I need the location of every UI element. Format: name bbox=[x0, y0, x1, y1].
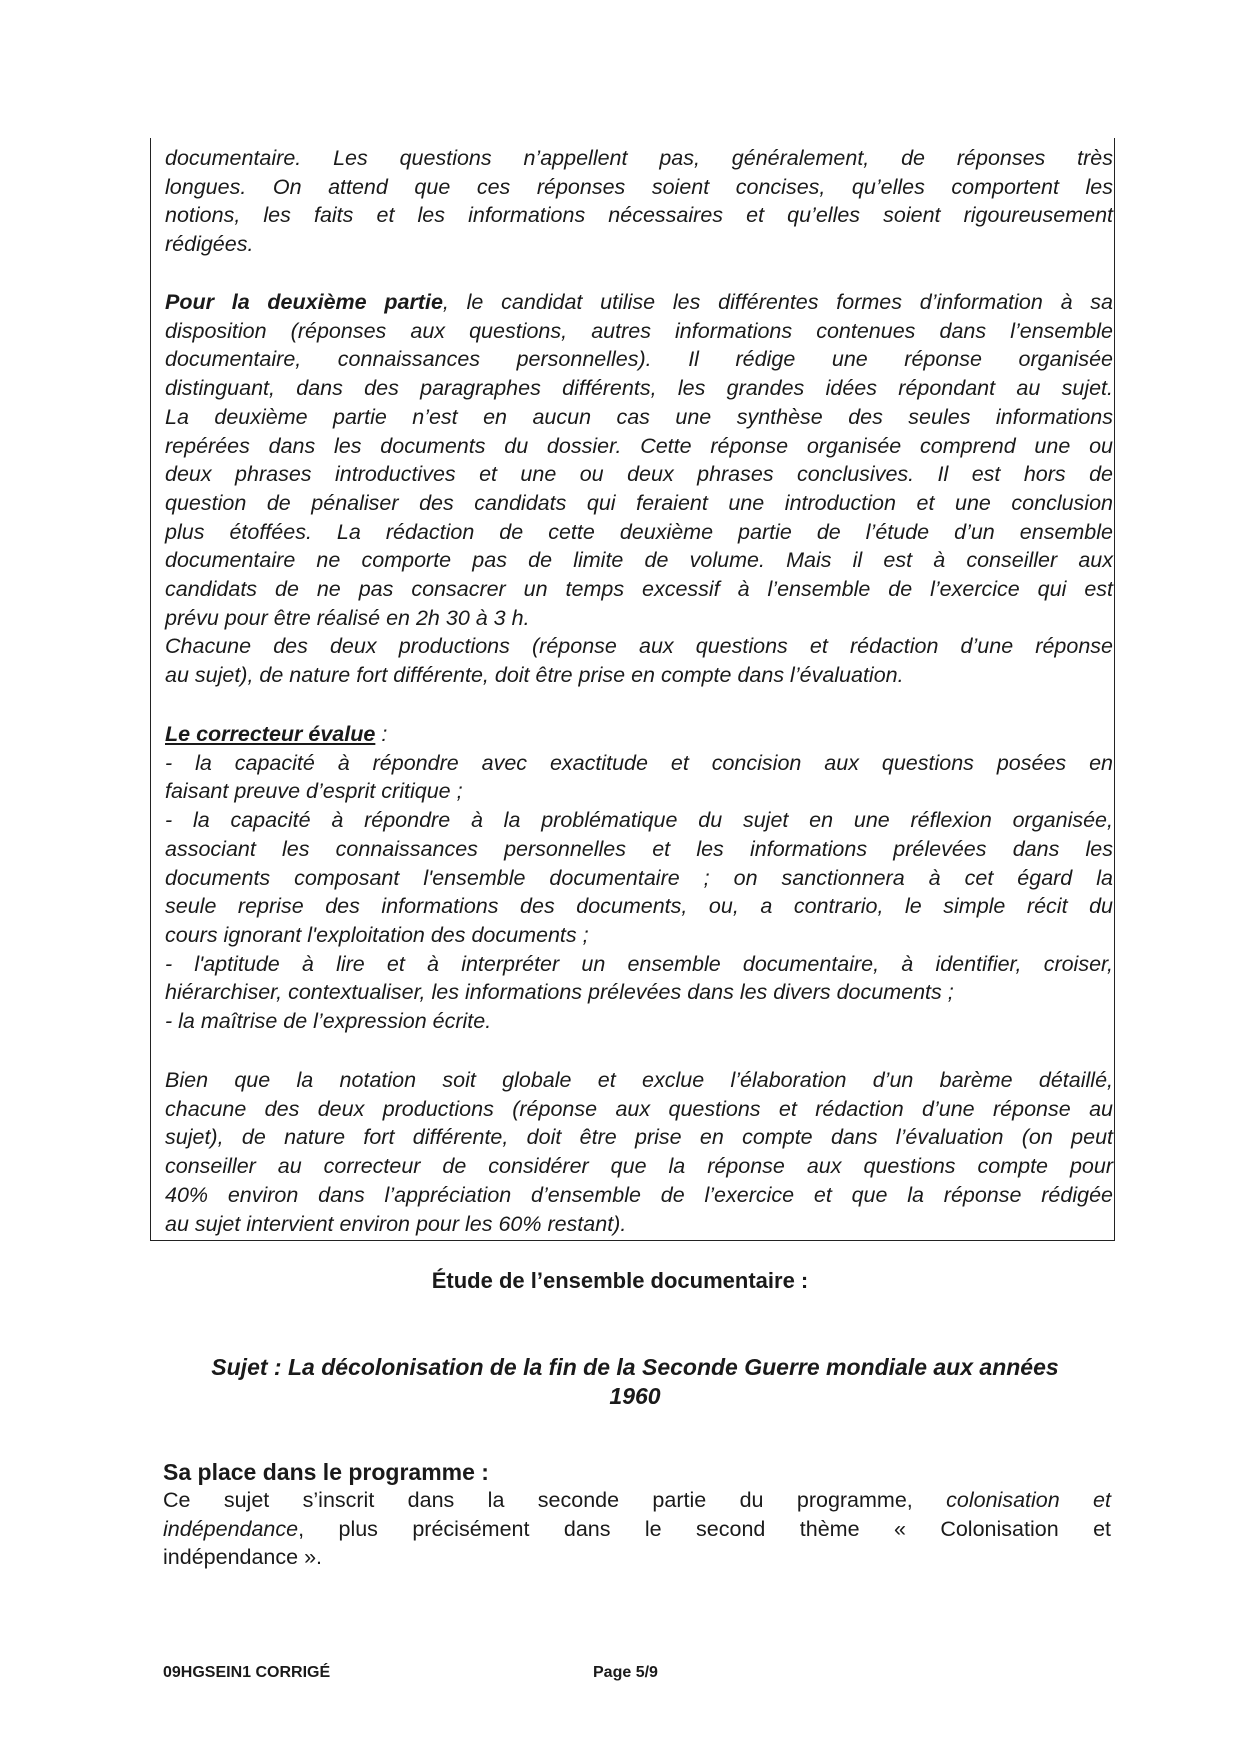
text-line: plus étoffées. La rédaction de cette deuxième partie de l’étude d’un ensemble bbox=[165, 519, 1113, 544]
text-line: disposition (réponses aux questions, autres informations contenues dans l’ensemble bbox=[165, 318, 1113, 343]
criteria-line: - l'aptitude à lire et à interpréter un ensemble documentaire, à identifier, croiser, bbox=[165, 951, 1113, 976]
footer-page-number: Page 5/9 bbox=[593, 1664, 658, 1681]
text-line: La deuxième partie n’est en aucun cas une synthèse des seules informations bbox=[165, 404, 1113, 429]
criteria-line: documents composant l'ensemble documentaire ; on sanctionnera à cet égard la bbox=[165, 865, 1113, 890]
etude-title: Étude de l’ensemble documentaire : bbox=[431, 1268, 809, 1293]
text-line: 40% environ dans l’appréciation d’ensemble de l’exercice et que la réponse rédigée bbox=[165, 1182, 1113, 1207]
criteria-line: associant les connaissances personnelles et les informations prélevées dans les bbox=[165, 836, 1113, 861]
paragraph-correcteur bbox=[165, 720, 1113, 1036]
text-line bbox=[163, 1486, 1111, 1515]
text-line: longues. On attend que ces réponses soient concises, qu’elles comportent les bbox=[165, 174, 1113, 199]
text-line: sujet), de nature fort différente, doit être prise en compte dans l’évaluation (on peut bbox=[165, 1125, 1113, 1150]
criteria-line: cours ignorant l'exploitation des documents ; bbox=[165, 922, 589, 947]
place-heading: Sa place dans le programme : bbox=[163, 1459, 489, 1485]
text-line: candidats de ne pas consacrer un temps excessif à l’ensemble de l’exercice qui est bbox=[165, 577, 1113, 602]
text-line bbox=[163, 1515, 1111, 1544]
text-fragment: , le candidat utilise les différentes formes d’information à sa bbox=[442, 290, 1113, 314]
text-line: notions, les faits et les informations nécessaires et qu’elles soient rigoureusement bbox=[165, 203, 1113, 228]
text-line: indépendance ». bbox=[163, 1545, 323, 1570]
criteria-line: - la capacité à répondre avec exactitude et concision aux questions posées en bbox=[165, 750, 1113, 775]
text-line: documentaire ne comporte pas de limite de volume. Mais il est à conseiller aux bbox=[165, 548, 1113, 573]
criteria-line: - la maîtrise de l’expression écrite. bbox=[165, 1009, 492, 1034]
text-line: documentaire. Les questions n’appellent pas, généralement, de réponses très bbox=[165, 146, 1113, 170]
italic-fragment: colonisation et bbox=[946, 1488, 1111, 1512]
text-fragment: Ce sujet s’inscrit dans la seconde partie du programme, bbox=[163, 1488, 947, 1512]
sujet-line: Sujet : La décolonisation de la fin de la Seconde Guerre mondiale aux années bbox=[211, 1354, 1059, 1380]
text-line: question de pénaliser des candidats qui feraient une introduction et une conclusion bbox=[165, 490, 1113, 515]
criteria-line: seule reprise des informations des documents, ou, a contrario, le simple récit du bbox=[165, 894, 1113, 919]
paragraph-questions bbox=[165, 144, 1113, 259]
paragraph-bareme bbox=[165, 1066, 1113, 1238]
paragraph-deuxieme-partie bbox=[165, 288, 1113, 690]
heading-colon: : bbox=[375, 722, 388, 746]
sujet-line: 1960 bbox=[609, 1383, 661, 1409]
text-line: repérées dans les documents du dossier. Cette réponse organisée comprend une ou bbox=[165, 433, 1113, 458]
text-line: conseiller au correcteur de considérer que la réponse aux questions compte pour bbox=[165, 1154, 1113, 1179]
criteria-line: - la capacité à répondre à la problématique du sujet en une réflexion organisée, bbox=[165, 808, 1113, 833]
text-line: au sujet), de nature fort différente, doit être prise en compte dans l’évaluation. bbox=[165, 663, 904, 688]
text-fragment: , plus précisément dans le second thème « Colonisation et bbox=[298, 1516, 1111, 1541]
text-line: chacune des deux productions (réponse aux questions et rédaction d’une réponse au bbox=[165, 1096, 1113, 1121]
text-line bbox=[165, 288, 1113, 317]
sujet-title bbox=[160, 1353, 1110, 1411]
italic-fragment: indépendance bbox=[163, 1516, 299, 1541]
text-line: rédigées. bbox=[165, 232, 254, 257]
text-line: documentaire, connaissances personnelles). Il rédige une réponse organisée bbox=[165, 347, 1113, 372]
text-line: Chacune des deux productions (réponse aux questions et rédaction d’une réponse bbox=[165, 634, 1113, 659]
correcteur-heading: Le correcteur évalue bbox=[165, 722, 376, 746]
text-line: deux phrases introductives et une ou deux phrases conclusives. Il est hors de bbox=[165, 462, 1113, 487]
text-line: prévu pour être réalisé en 2h 30 à 3 h. bbox=[165, 605, 530, 630]
text-line: Bien que la notation soit globale et exclue l’élaboration d’un barème détaillé, bbox=[165, 1068, 1113, 1092]
text-line: au sujet intervient environ pour les 60% restant). bbox=[165, 1211, 627, 1236]
bold-lead: Pour la deuxième partie bbox=[165, 290, 443, 314]
correcteur-heading-line bbox=[165, 720, 1113, 749]
criteria-line: faisant preuve d’esprit critique ; bbox=[165, 779, 463, 804]
place-body bbox=[163, 1486, 1111, 1572]
footer-code: 09HGSEIN1 CORRIGÉ bbox=[163, 1664, 331, 1681]
text-line: distinguant, dans des paragraphes différents, les grandes idées répondant au sujet. bbox=[165, 376, 1113, 401]
criteria-line: hiérarchiser, contextualiser, les informations prélevées dans les divers documents ; bbox=[165, 980, 954, 1005]
instructions-box bbox=[150, 138, 1115, 1241]
